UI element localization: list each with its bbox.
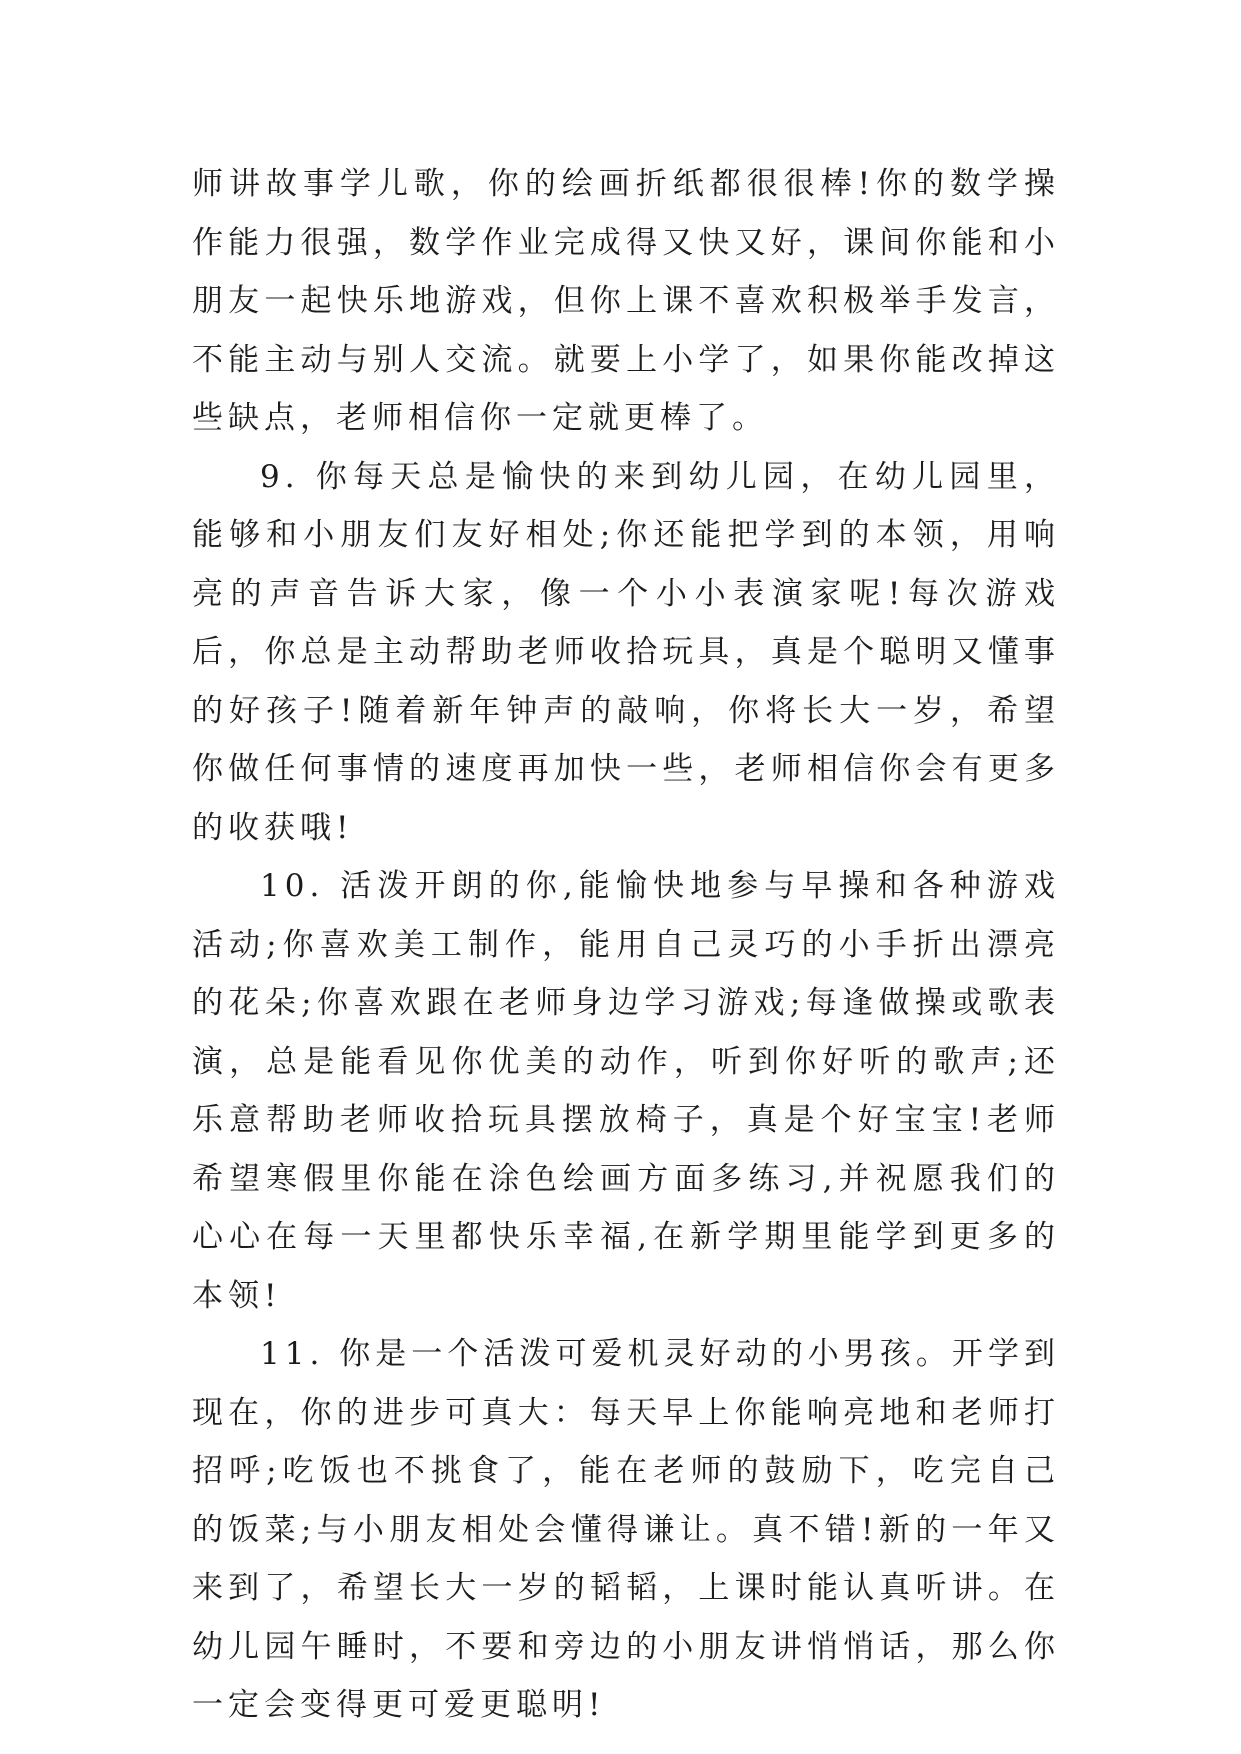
- document-body: [192, 155, 1060, 1735]
- paragraph-item-9: 9. 你每天总是愉快的来到幼儿园，在幼儿园里，能够和小朋友们友好相处;你还能把学到的本领，用响亮的声音告诉大家，像一个小小表演家呢!每次游戏后，你总是主动帮助老师收拾玩具，真是个聪明又懂事的好孩子!随着新年钟声的敲响，你将长大一岁，希望你做任何事情的速度再加快一些，老师相信你会有更多的收获哦!: [192, 458, 1060, 846]
- paragraph-continued: 师讲故事学儿歌，你的绘画折纸都很很棒!你的数学操作能力很强，数学作业完成得又快又好，课间你能和小朋友一起快乐地游戏，但你上课不喜欢积极举手发言，不能主动与别人交流。就要上小学了，如果你能改掉这些缺点，老师相信你一定就更棒了。: [192, 166, 1060, 436]
- paragraph-item-11: 11. 你是一个活泼可爱机灵好动的小男孩。开学到现在，你的进步可真大：每天早上你能响亮地和老师打招呼;吃饭也不挑食了，能在老师的鼓励下，吃完自己的饭菜;与小朋友相处会懂得谦让。真不错!新的一年又来到了，希望长大一岁的韬韬，上课时能认真听讲。在幼儿园午睡时，不要和旁边的小朋友讲悄悄话，那么你一定会变得更可爱更聪明!: [192, 1336, 1060, 1723]
- paragraph-item-10: 10. 活泼开朗的你,能愉快地参与早操和各种游戏活动;你喜欢美工制作，能用自己灵巧的小手折出漂亮的花朵;你喜欢跟在老师身边学习游戏;每逢做操或歌表演，总是能看见你优美的动作，听到你好听的歌声;还乐意帮助老师收拾玩具摆放椅子，真是个好宝宝!老师希望寒假里你能在涂色绘画方面多练习,并祝愿我们的心心在每一天里都快乐幸福,在新学期里能学到更多的本领!: [192, 868, 1060, 1314]
